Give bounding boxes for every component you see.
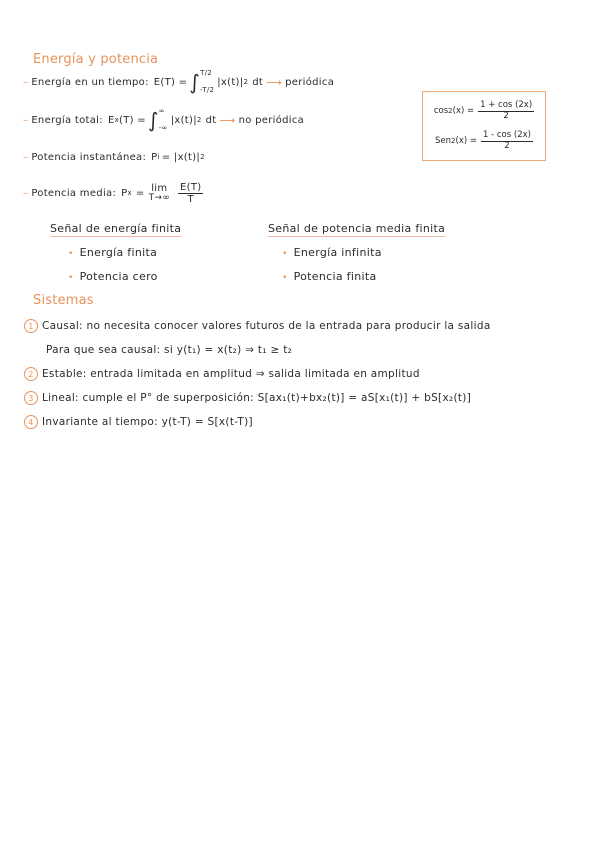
list-item-text: Energía finita — [79, 246, 158, 259]
system-name: Invariante al tiempo: — [42, 416, 158, 428]
integrand: |x(t)| — [217, 76, 244, 88]
bullet-icon: • — [282, 249, 288, 259]
energy-time-label: Energía en un tiempo: — [31, 76, 149, 88]
section-title-systems: Sistemas — [33, 293, 94, 308]
energy-total-lhs-rest: (T) = — [119, 114, 146, 126]
power-avg-lhs-sub: x — [127, 189, 132, 197]
power-inst-rest: = |x(t)| — [161, 151, 201, 163]
system-text: entrada limitada en amplitud ⇒ salida limitada en amplitud — [90, 368, 420, 380]
integral-icon: ∫ — [147, 108, 159, 132]
power-exponent: 2 — [196, 116, 202, 124]
cos-sup: 2 — [448, 107, 453, 115]
system-item-stable — [24, 367, 420, 381]
power-inst-line — [23, 148, 205, 166]
system-text: y(t-T) = S[x(t-T)] — [161, 416, 253, 428]
number-circle-icon: 1 — [24, 319, 38, 333]
integrand: |x(t)| — [170, 114, 197, 126]
list-item-text: Potencia cero — [79, 270, 158, 283]
arrow-right-icon: ⟶ — [219, 113, 236, 127]
list-item — [282, 246, 382, 259]
system-name: Estable: — [42, 368, 87, 380]
trig-identities-box — [422, 91, 546, 161]
power-inst-sub: i — [157, 153, 160, 161]
integral-icon: ∫ — [189, 70, 201, 94]
dash-marker: – — [23, 151, 29, 163]
fraction-numerator: E(T) — [180, 181, 202, 193]
number-circle-icon: 3 — [24, 391, 38, 405]
lim-label: lim — [151, 182, 168, 194]
integral-expression — [189, 70, 263, 94]
dash-marker: – — [23, 76, 29, 88]
energy-total-lhs: E — [107, 114, 115, 126]
cos-lhs-rest: (x) = — [452, 106, 475, 116]
lower-limit: -T/2 — [200, 86, 215, 94]
dash-marker: – — [23, 187, 29, 199]
sin-lhs: Sen — [435, 136, 452, 146]
power-signal-title: Señal de potencia media finita — [268, 222, 446, 235]
system-item-time-invariant — [24, 415, 253, 429]
sin-denominator: 2 — [504, 140, 510, 151]
power-avg-eq: = — [135, 187, 145, 199]
cos-fraction — [478, 101, 534, 121]
system-item-linear — [24, 391, 471, 405]
list-item — [68, 270, 158, 283]
limit-expression — [149, 184, 170, 203]
dt-label: dt — [205, 114, 217, 126]
sin-sup: 2 — [451, 137, 456, 145]
power-inst-label: Potencia instantánea: — [31, 151, 147, 163]
list-item-text: Potencia finita — [293, 270, 377, 283]
energy-time-lhs: E(T) = — [153, 76, 188, 88]
fraction-denominator: T — [187, 193, 194, 205]
power-exponent: 2 — [243, 78, 249, 86]
sin-numerator: 1 - cos (2x) — [483, 130, 531, 141]
list-item — [68, 246, 157, 259]
system-name: Lineal: — [42, 392, 79, 404]
upper-limit: T/2 — [200, 69, 213, 77]
cos-lhs: cos — [433, 106, 449, 116]
power-avg-lhs: P — [121, 187, 128, 199]
power-inst-expr: P — [151, 151, 158, 163]
system-text: cumple el P° de superposición: S[ax₁(t)+bx₂(t)] = aS[x₁(t)] + bS[x₂(t)] — [82, 392, 472, 404]
arrow-right-icon: ⟶ — [266, 75, 283, 89]
energy-time-result: periódica — [285, 76, 335, 88]
lower-limit: -∞ — [158, 124, 168, 132]
bullet-icon: • — [68, 249, 74, 259]
cos-numerator: 1 + cos (2x) — [480, 100, 533, 111]
fraction — [178, 182, 203, 205]
system-item-causal — [24, 319, 491, 333]
energy-total-line — [23, 104, 304, 136]
energy-total-lhs-sub: x — [114, 116, 120, 124]
power-avg-label: Potencia media: — [31, 187, 117, 199]
power-avg-line — [23, 178, 203, 208]
lim-under: T→∞ — [148, 192, 171, 203]
cos-identity — [427, 96, 541, 126]
upper-limit: ∞ — [158, 107, 165, 115]
system-text: no necesita conocer valores futuros de la entrada para producir la salida — [86, 320, 491, 332]
integral-expression — [148, 108, 217, 132]
list-item — [282, 270, 376, 283]
system-name: Causal: — [42, 320, 83, 332]
number-circle-icon: 4 — [24, 415, 38, 429]
energy-time-line — [23, 66, 334, 98]
dash-marker: – — [23, 114, 29, 126]
causal-condition: Para que sea causal: si y(t₁) = x(t₂) ⇒ t₁ ≥ t₂ — [46, 344, 293, 356]
power-exponent: 2 — [200, 153, 205, 161]
energy-total-label: Energía total: — [31, 114, 103, 126]
bullet-icon: • — [68, 273, 74, 283]
energy-signal-title: Señal de energía finita — [50, 222, 182, 235]
dt-label: dt — [252, 76, 264, 88]
sin-lhs-rest: (x) = — [455, 136, 477, 146]
sin-fraction — [481, 131, 533, 151]
sin-identity — [427, 126, 541, 156]
energy-total-result: no periódica — [238, 114, 305, 126]
list-item-text: Energía infinita — [293, 246, 382, 259]
section-title-energy-power: Energía y potencia — [33, 52, 159, 67]
cos-denominator: 2 — [503, 110, 509, 121]
number-circle-icon: 2 — [24, 367, 38, 381]
bullet-icon: • — [282, 273, 288, 283]
